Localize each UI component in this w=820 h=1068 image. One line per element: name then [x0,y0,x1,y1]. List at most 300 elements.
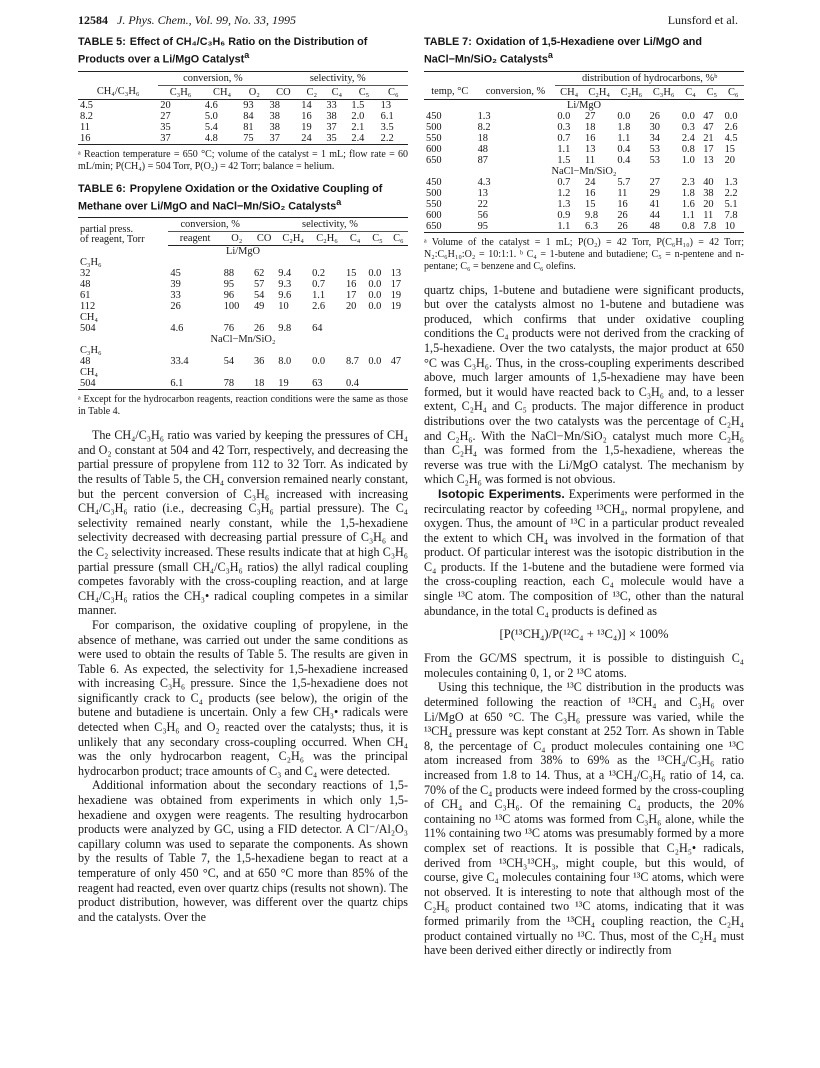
table-cell [366,378,388,390]
table-cell: 24 [585,176,596,188]
table-cell: 62 [253,268,265,280]
table-cell: 38 [326,110,337,122]
table-7-caption: TABLE 7: Oxidation of 1,5-Hexadiene over Li/MgO and NaCl−Mn/SiO₂ Catalysts$^a$ [424,36,702,66]
paragraph: From the GC/MS spectrum, it is possible to distinguish C₄ molecules containing 0, 1, or 2 ¹³C atoms. [424,651,744,680]
table-cell: 37 [268,133,300,145]
page-number: 12584 [78,13,108,27]
paragraph: Isotopic Experiments. Experiments were performed in the recirculating reactor by cofeeding ¹³CH₄, normal propylene, and oxygen. Thus, the amount of ¹³C in a particular product revealed the extent to which CH₄ was involved in the formation of that product. Of particular interest was the isotopic distribution in the C₄ products. If the 1-butene and the butadiene were formed via the cross-coupling reaction, each C₄ molecule would have a single ¹³C atom. The composition of ¹³C, other than the natural abundance, in the total C₄ products is defined as [424,486,744,618]
table-section-row [78,334,408,345]
table-row [78,301,408,312]
table-cell: 0.2 [312,268,326,280]
table-7-column-header: C₆ [723,85,744,99]
table-cell: 1.1 [557,143,571,155]
table-5-column-header: C₄ [324,85,349,99]
table-cell: 4.8 [203,133,241,145]
table-cell: 1.1 [681,209,695,221]
table-cell: 11 [617,187,628,199]
table-cell: 37 [158,133,203,145]
table-cell: 504 [80,323,96,335]
table-7-column-header: temp, °C [424,85,476,99]
table-cell: 19 [390,290,402,302]
table-cell: 48 [648,221,680,233]
table-cell: 8.2 [477,121,491,133]
table-row [78,268,408,279]
table-cell: 14 [301,99,312,111]
table-cell: C₃H₆ [80,345,102,357]
paragraph: quartz chips, 1-butene and butadiene were significant products, but over the catalysts almost no 1-butene and butadiene was produced, which confirms that under oxidative coupling conditions the C₄ products were not derived from the cracking of 1,5-hexadiene. Over the two catalysts, the major product at 650 °C was C₃H₆. Thus, in the cross-coupling experiments described above, much larger amounts of 1,5-hexadiene may have been formed, but it would have reacted back to C₃H₆ and, to a lesser extent, C₂H₄ and C₅ products. The major difference in product distributions over the two catalysts was the percentage of C₂H₄ and C₂H₆. With the NaCl−Mn/SiO₂ catalyst much more C₂H₆ than C₂H₄ was formed from the 1,5-hexadiene, whereas the reverse was true with the Li/MgO catalyst. The mechanism by which C₂H₆ was formed is not obvious. [424,282,744,487]
table-row [78,345,408,356]
table-cell: 20 [703,198,714,210]
table-cell: 1.0 [681,154,695,166]
table-cell [366,367,388,378]
table-cell: 4.6 [204,99,218,111]
table-cell: 32 [80,268,91,280]
table-6-column-header: C₆ [389,232,408,246]
table-cell: 16 [78,133,158,145]
table-cell: 47 [703,121,714,133]
table-cell: 22 [477,198,488,210]
table-cell: 26 [170,301,181,313]
table-cell: 87 [477,154,488,166]
table-cell: 0.0 [681,110,695,122]
table-6-footnote: ᵃ Except for the hydrocarbon reagents, reaction conditions were the same as those in Table 4. [78,394,408,418]
table-cell: 0.0 [557,110,571,122]
table-cell: 13 [390,268,402,280]
table-cell: 17 [345,290,357,302]
table-cell: 47 [390,356,402,368]
table-cell: 54 [253,290,265,302]
table-cell: 34 [649,132,660,144]
table-cell: 5.1 [724,198,738,210]
table-7-footnote: ᵃ Volume of the catalyst = 1 mL; P(O₂) = 42 Torr, P(C₆H₁₀) = 42 Torr; N₂:C₆H₁₀:O₂ = 10:1:1. ᵇ C₄ = 1-butene and butadiene; C₅ = n-pentene and n-pentane; C₆ = benzene and C₆ olefins. [424,236,744,272]
table-cell: 48 [80,279,91,291]
table-cell: 504 [78,378,168,390]
table-7-column-header: C₅ [701,85,722,99]
table-cell: 4.3 [477,176,491,188]
table-cell: 63 [310,378,344,390]
table-cell: 38 [269,121,280,133]
table-5-caption: TABLE 5: Effect of CH₄/C₃H₆ Ratio on the Distribution of Products over a Li/MgO Catalyst$^a$ [78,36,368,66]
table-cell: 13 [585,143,596,155]
table-cell: 0.0 [368,356,382,368]
table-row [424,188,744,199]
table-cell: 93 [243,99,254,111]
table-cell: 5.4 [204,121,218,133]
table-cell: 1.5 [351,99,365,111]
table-cell: 2.4 [349,133,378,145]
table-section-row [424,99,744,111]
table-cell [366,257,388,268]
table-cell: 600 [426,143,442,155]
table-cell [252,367,276,378]
table-cell: 17 [703,143,714,155]
table-cell: 2.2 [379,133,408,145]
table-cell: 20 [160,99,171,111]
table-cell: 0.0 [368,301,382,313]
table-cell: 29 [649,187,660,199]
table-cell [222,367,252,378]
table-6-column-header: C₂H₆ [310,232,344,246]
table-cell [276,257,310,268]
table-6-column-header: O₂ [222,232,252,246]
table-row [78,356,408,367]
table-6-stub-header-1: partial press. [80,223,134,235]
table-5-column-header: CO [268,85,300,99]
table-section-label: NaCl−Mn/SiO₂ [551,165,617,177]
table-row [424,210,744,221]
table-section-row [424,166,744,177]
table-cell: 88 [223,268,235,280]
table-row [78,99,408,111]
table-5 [78,36,408,173]
table-cell: 3.5 [380,121,394,133]
table-cell [366,312,388,323]
table-cell: 4.5 [80,99,93,111]
table-cell: 1.3 [477,110,491,122]
table-cell: 5.0 [204,110,218,122]
table-cell: 27 [649,176,660,188]
table-section-label: Li/MgO [225,246,261,258]
table-cell: 100 [223,301,240,313]
table-cell: 45 [170,268,181,280]
table-cell: 2.2 [724,187,738,199]
table-cell: 61 [80,290,91,302]
table-cell [252,257,276,268]
table-7-column-header: C₃H₆ [648,85,680,99]
paragraph: The CH₄/C₃H₆ ratio was varied by keeping the pressures of CH₄ and O₂ constant at 504 and 42 Torr, respectively, and decreasing the partial pressure of propylene from 112 to 32 Torr. As indicated by the results of Table 5, the CH₄ conversion remained nearly constant, but the percent conversion of C₃H₆ increased with increasing CH₄/C₃H₆ ratio (i.e., decreasing C₃H₆ partial pressure). The C₄ selectivity remained nearly constant, while the 1,5-hexadiene selectivity decreased with decreasing partial pressure of C₃H₆ and the C₂ selectivity increased. These results indicate that at high C₃H₆ partial pressure (small CH₄/C₃H₆ ratios) the allyl radical coupling competes favorably with the cross-coupling reaction, and at large CH₄/C₃H₆ ratios the CH₃• radical coupling competes in a similar manner. [78,428,408,618]
table-cell [168,367,221,378]
table-row [424,111,744,122]
table-cell: 650 [426,154,442,166]
table-cell: 1.2 [557,187,571,199]
table-cell [310,257,344,268]
table-cell: 16 [617,198,628,210]
table-cell: 38 [703,187,714,199]
table-cell: 500 [426,187,442,199]
table-cell: 13 [380,99,392,111]
table-cell [276,312,310,323]
table-cell [168,312,221,323]
table-cell: 49 [253,301,265,313]
table-cell: 20 [724,154,735,166]
table-cell: 2.6 [312,301,326,313]
table-cell: 19 [390,301,402,313]
table-cell: C₃H₆ [80,257,102,269]
table-cell: 48 [477,143,488,155]
table-cell [310,345,344,356]
table-cell [344,345,366,356]
table-6-column-header: CO [252,232,276,246]
table-cell: 550 [426,132,442,144]
table-row [78,290,408,301]
table-cell [344,323,366,334]
table-cell: 1.1 [312,290,326,302]
table-cell: 112 [80,301,96,313]
table-cell: 1.1 [617,132,631,144]
table-cell: 16 [585,132,596,144]
table-cell: 4.5 [724,132,738,144]
table-cell [222,312,252,323]
table-cell: 0.0 [724,110,738,122]
table-cell: 33 [170,290,181,302]
table-5-column-header: O₂ [241,85,267,99]
table-cell: 0.9 [557,209,571,221]
table-row [78,378,408,390]
table-cell: 8.7 [345,356,359,368]
table-cell: 24 [299,133,324,145]
table-cell: 41 [649,198,660,210]
table-cell: 2.6 [724,121,738,133]
table-5-column-header: C₃H₆ [158,85,203,99]
table-cell: 10 [723,221,744,233]
table-cell: 8.2 [80,110,93,122]
table-cell: 64 [312,323,323,335]
table-cell [222,257,252,268]
table-cell: 54 [223,356,235,368]
table-cell: 1.3 [557,198,571,210]
table-cell: 95 [223,279,235,291]
table-row [424,133,744,144]
paragraph: Additional information about the secondary reactions of 1,5-hexadiene was obtained from experiments in which only 1,5-hexadiene and oxygen were reagents. The resulting hydrocarbon products were analyzed by GC, using a FID detector. A Cl⁻/Al₂O₃ capillary column was used to separate the components. As shown by the results of Table 7, the 1,5-hexadiene began to react at a temperature of only 450 °C, and at 650 °C more than 85% of the reagent had reacted, even over quartz chips (results not shown). The product distribution, however, was different over the quartz chips and the catalysts. Over the [78,778,408,924]
table-cell: 33.4 [170,356,189,368]
table-cell: 1.8 [681,187,695,199]
table-row [78,257,408,268]
table-cell: 19 [301,121,312,133]
running-head [78,13,738,29]
table-cell: 20 [345,301,357,313]
table-5-column-header: CH₄ [203,85,241,99]
table-cell: 56 [477,209,488,221]
table-cell: 450 [426,176,442,188]
table-row [78,312,408,323]
table-cell: 44 [649,209,660,221]
table-cell: 13 [703,154,714,166]
table-7-column-header: C₂H₆ [615,85,647,99]
table-cell: 2.0 [351,110,365,122]
table-row [424,177,744,188]
table-cell [168,257,221,268]
table-6 [78,183,408,419]
table-cell: 18 [585,121,596,133]
right-column [424,36,744,958]
table-cell: 0.0 [617,110,631,122]
table-cell [344,257,366,268]
table-cell: 16 [585,187,596,199]
journal-citation: J. Phys. Chem., Vol. 99, No. 33, 1995 [117,13,296,27]
table-row [424,144,744,155]
table-cell: 6.3 [583,221,615,233]
table-cell: 17 [390,279,402,291]
table-row [78,279,408,290]
table-cell: 53 [649,143,660,155]
table-row [78,367,408,378]
table-cell: 26 [649,110,660,122]
table-row [424,221,744,233]
running-authors: Lunsford et al. [667,13,738,27]
table-6-column-header: C₄ [344,232,366,246]
table-5-grid [78,71,408,145]
table-row [78,323,408,334]
table-cell: 47 [703,110,714,122]
table-cell: 8.0 [278,356,292,368]
table-cell: 27 [585,110,596,122]
table-7-grid [424,71,744,233]
table-6-column-header: reagent [168,232,221,246]
table-cell: 650 [424,221,476,233]
table-cell: 0.4 [617,143,631,155]
table-cell [344,312,366,323]
table-cell [310,312,344,323]
table-row [78,122,408,133]
table-cell: 48 [80,356,91,368]
table-7-column-header: C₂H₄ [583,85,615,99]
left-column [78,36,408,924]
table-cell: 2.3 [681,176,695,188]
table-cell: 9.4 [278,268,292,280]
table-cell: 38 [269,99,280,111]
table-cell: 26 [253,323,265,335]
table-cell [389,323,408,334]
table-cell: 5.7 [617,176,631,188]
section-heading: Isotopic Experiments. [438,486,565,501]
table-cell [276,367,310,378]
table-section-label: Li/MgO [566,99,602,111]
table-cell: 33 [326,99,337,111]
table-5-footnote: ᵃ Reaction temperature = 650 °C; volume of the catalyst = 1 mL; flow rate = 60 mL/min; P(CH₄) = 504 Torr, P(O₂) = 42 Torr; balance = helium. [78,148,408,172]
table-cell: CH₄ [80,367,99,379]
table-cell: 0.7 [557,176,571,188]
table-cell: 16 [345,279,357,291]
table-cell: 81 [243,121,254,133]
table-cell: 9.3 [278,279,292,291]
table-cell: 18 [252,378,276,390]
table-cell: 9.8 [585,209,599,221]
table-cell: 4.6 [170,323,184,335]
table-cell: 11 [80,121,91,133]
table-5-column-header: C₆ [379,85,408,99]
table-cell: 0.0 [368,290,382,302]
table-cell: 600 [426,209,442,221]
table-cell: 26 [617,209,628,221]
table-cell: 78 [222,378,252,390]
table-cell [252,345,276,356]
table-cell: 0.3 [557,121,571,133]
table-cell [310,367,344,378]
table-cell: 0.0 [368,268,382,280]
table-7-group-distribution: distribution of hydrocarbons, %ᵇ [555,71,744,85]
table-cell: 84 [243,110,254,122]
table-6-grid [78,217,408,390]
table-cell [276,345,310,356]
equation: [P(¹³CH₄)/P(¹²C₄ + ¹³C₄)] × 100% [499,627,669,642]
right-body-text [424,283,744,958]
table-cell: 53 [649,154,660,166]
table-cell: 7.8 [724,209,738,221]
table-6-group-conversion: conversion, % [168,218,252,232]
table-cell: 2.1 [351,121,365,133]
table-cell: 6.1 [380,110,394,122]
table-cell: 1.5 [557,154,571,166]
left-body-text [78,428,408,924]
table-cell: 0.7 [557,132,571,144]
table-6-stub-header-2: of reagent, Torr [80,233,145,245]
table-row [78,133,408,145]
table-cell: 9.6 [278,290,292,302]
table-row [424,199,744,210]
table-cell: 35 [160,121,171,133]
table-cell: 15 [345,268,357,280]
table-7 [424,36,744,273]
table-5-column-header: C₅ [349,85,378,99]
table-5-group-conversion: conversion, % [158,71,267,85]
table-cell [389,378,408,390]
table-cell: 39 [170,279,181,291]
table-cell: 76 [223,323,235,335]
table-cell: 0.8 [680,221,701,233]
table-cell: 2.4 [681,132,695,144]
table-cell: 1.1 [555,221,583,233]
table-cell: 13 [477,187,488,199]
table-6-group-selectivity: selectivity, % [252,218,408,232]
table-cell: 11 [703,209,714,221]
table-cell [222,345,252,356]
table-cell: 0.4 [344,378,366,390]
table-cell: 16 [301,110,312,122]
table-section-row [78,246,408,258]
table-cell: 26 [615,221,647,233]
table-cell: 0.0 [312,356,326,368]
table-cell: 37 [326,121,337,133]
table-cell: 95 [476,221,556,233]
table-cell: 1.6 [681,198,695,210]
paragraph: For comparison, the oxidative coupling of propylene, in the absence of methane, was carried out under the same conditions as were used to obtain the results of Table 5. The results are given in Table 6. As expected, the selectivity for 1,5-hexadiene increased with increasing C₃H₆ pressure. Since the 1,5-hexadiene does not significantly crack to C₄ products (see below), the origin of the butene and butadiene is uncertain. Only a few CH₃• radicals were detected when C₃H₆ and O₂ reacted over the catalysts; thus, it is unlikely that any secondary cross-coupling occurred. When CH₄ was the only hydrocarbon reagent, C₂H₆ was the principal hydrocarbon product; trace amounts of C₃ and C₄ were detected. [78,617,408,778]
table-cell: 11 [585,154,596,166]
table-cell: 500 [426,121,442,133]
table-cell: 7.8 [701,221,722,233]
table-cell: 10 [278,301,289,313]
table-7-column-header: CH₄ [555,85,583,99]
table-6-caption: TABLE 6: Propylene Oxidation or the Oxidative Coupling of Methane over Li/MgO and NaCl−Mn/SiO₂ Catalysts$^a$ [78,182,383,213]
table-row [78,111,408,122]
table-cell: 96 [223,290,235,302]
table-cell: 0.4 [617,154,631,166]
table-cell: 15 [724,143,735,155]
table-6-column-header: C₅ [366,232,388,246]
table-cell [389,257,408,268]
table-cell [344,367,366,378]
table-cell: 75 [241,133,267,145]
table-cell: 35 [324,133,349,145]
table-row [424,122,744,133]
table-cell: 57 [253,279,265,291]
table-5-column-header: CH₄/C₃H₆ [78,85,158,99]
table-cell: 21 [703,132,714,144]
table-cell [389,345,408,356]
table-cell: 18 [477,132,488,144]
table-cell: 38 [269,110,280,122]
table-cell: 0.7 [312,279,326,291]
table-row [424,155,744,166]
table-5-group-selectivity: selectivity, % [268,71,408,85]
table-section-label: NaCl−Mn/SiO₂ [210,334,276,346]
table-7-column-header: C₄ [680,85,701,99]
table-6-column-header: C₂H₄ [276,232,310,246]
table-cell [168,345,221,356]
table-cell: 0.8 [681,143,695,155]
table-cell: 1.8 [617,121,631,133]
table-cell: 19 [276,378,310,390]
table-cell: 36 [253,356,265,368]
